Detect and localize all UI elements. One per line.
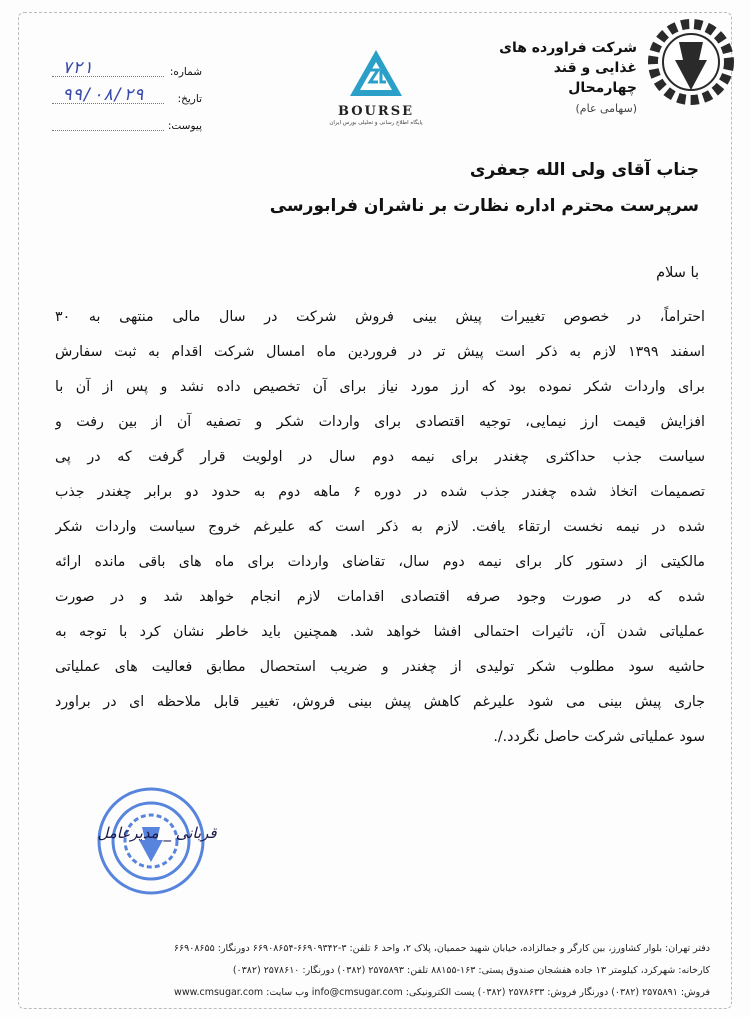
bourse-wordmark: BOURSE [338,104,414,119]
company-name [497,38,637,98]
body-line: شده در نیمه نخست ارتقاء یافت. لازم به ذکر است که علیرغم خروج سیاست واردات شکر [55,519,705,535]
body-line: جاری پیش بینی می شود علیرغم کاهش پیش بینی فروش، تغییر قابل ملاحظه ای در براورد [55,694,705,710]
company-name-line: چهارمحال [568,80,637,96]
bourse-logo [326,48,426,128]
greeting: با سلام [656,265,699,281]
company-header [499,14,737,119]
body-line: سیاست جذب حداکثری چغندر برای نیمه دوم سال در اولویت قرار گرفت که در پی [55,449,705,465]
footer-sales-contact: فروش: ۲۵۷۵۸۹۱ (۰۳۸۲) دورنگار فروش: ۲۵۷۸۶۳۳ (۰۳۸۲) پست الکترونیکی: info@cmsugar.com وب سایت: www.cmsugar.com [174,987,710,998]
number-value: ۷۲۱ [62,58,93,78]
company-logo-icon [641,14,737,114]
dotted-line [52,130,164,131]
recipient [139,152,699,224]
date-label: تاریخ: [177,93,202,105]
body-line: احتراماً، در خصوص تغییرات پیش بینی فروش شرکت در سال مالی منتهی به ۳۰ [55,309,705,325]
meta-attachment-row [52,120,202,147]
body-line: سود عملیاتی شرکت حاصل نگردد./. [493,729,705,745]
letter-body [55,300,705,755]
body-line: عملیاتی شدن آن، تاثیرات احتمالی افشا خواهد شد. همچنین باید خاطر نشان کرد با توجه به [55,624,705,640]
company-name-line: شرکت فراورده های [499,40,637,56]
company-name-line: غذایی و قند [553,60,637,76]
body-line: اسفند ۱۳۹۹ لازم به ذکر است پیش تر در فروردین ماه امسال شرکت اقدام به ثبت سفارش [55,344,705,360]
body-line: شده که در صورت وجود صرفه اقتصادی اقدامات لازم انجام خواهد شد و در صورت [55,589,705,605]
number-label: شماره: [169,66,202,78]
date-value: ۹۹/۰۸/۲۹ [62,85,144,105]
footer-factory: کارخانه: شهرکرد، کیلومتر ۱۳ جاده هفشجان صندوق پستی: ۱۶۳-۸۸۱۵۵ تلفن: ۲۵۷۵۸۹۳ (۰۳۸۲) دورنگار: ۲۵۷۸۶۱۰ (۰۳۸۲) [232,965,710,976]
bourse-triangle-icon [348,48,404,98]
body-line: برای واردات شکر نموده بود که ارز مورد نیاز برای آن تخصیص داده نشد و پس از آن با [55,379,705,395]
footer-tehran-office: دفتر تهران: بلوار کشاورز، بین کارگر و جمالزاده، خیابان شهید حممیان، پلاک ۲، واحد ۶ تلفن: ۳-۶۶۹۰۹۳۴۲-۶۶۹۰۸۶۵۴ دورنگار: ۶۶۹۰۸۶۵۵ [173,943,710,954]
body-line: تصمیمات اتخاذ شده چغندر جذب شده در دوره ۶ ماهه دوم به حدود دو برابر چغندر جذب [55,484,705,500]
company-type: (سهامی عام) [575,102,637,115]
letter-meta [52,58,202,147]
bourse-subtitle: پایگاه اطلاع رسانی و تحلیلی بورس ایران [329,120,423,126]
recipient-name: جناب آقای ولی الله جعفری [469,160,699,180]
body-line: حاشیه سود مطلوب شکر تولیدی از چغندر و ضریب استحصال مطابق فعالیت های عملیاتی [55,659,705,675]
body-line: مالکیتی از دستور کار برای نیمه دوم سال، تقاضای واردات برای ماه های باقی مانده ارائه [55,554,705,570]
recipient-title: سرپرست محترم اداره نظارت بر ناشران فرابورسی [269,196,699,216]
signature-text: قربانی _ مدیرعامل [97,824,217,842]
letter-footer [40,938,710,1004]
signature-block [82,782,282,900]
body-line: افزایش قیمت ارز نیمایی، توجیه اقتصادی برای واردات شکر و تصفیه آن از بین رفت و [55,414,705,430]
attachment-label: پیوست: [167,120,202,132]
meta-date-row [52,85,202,120]
